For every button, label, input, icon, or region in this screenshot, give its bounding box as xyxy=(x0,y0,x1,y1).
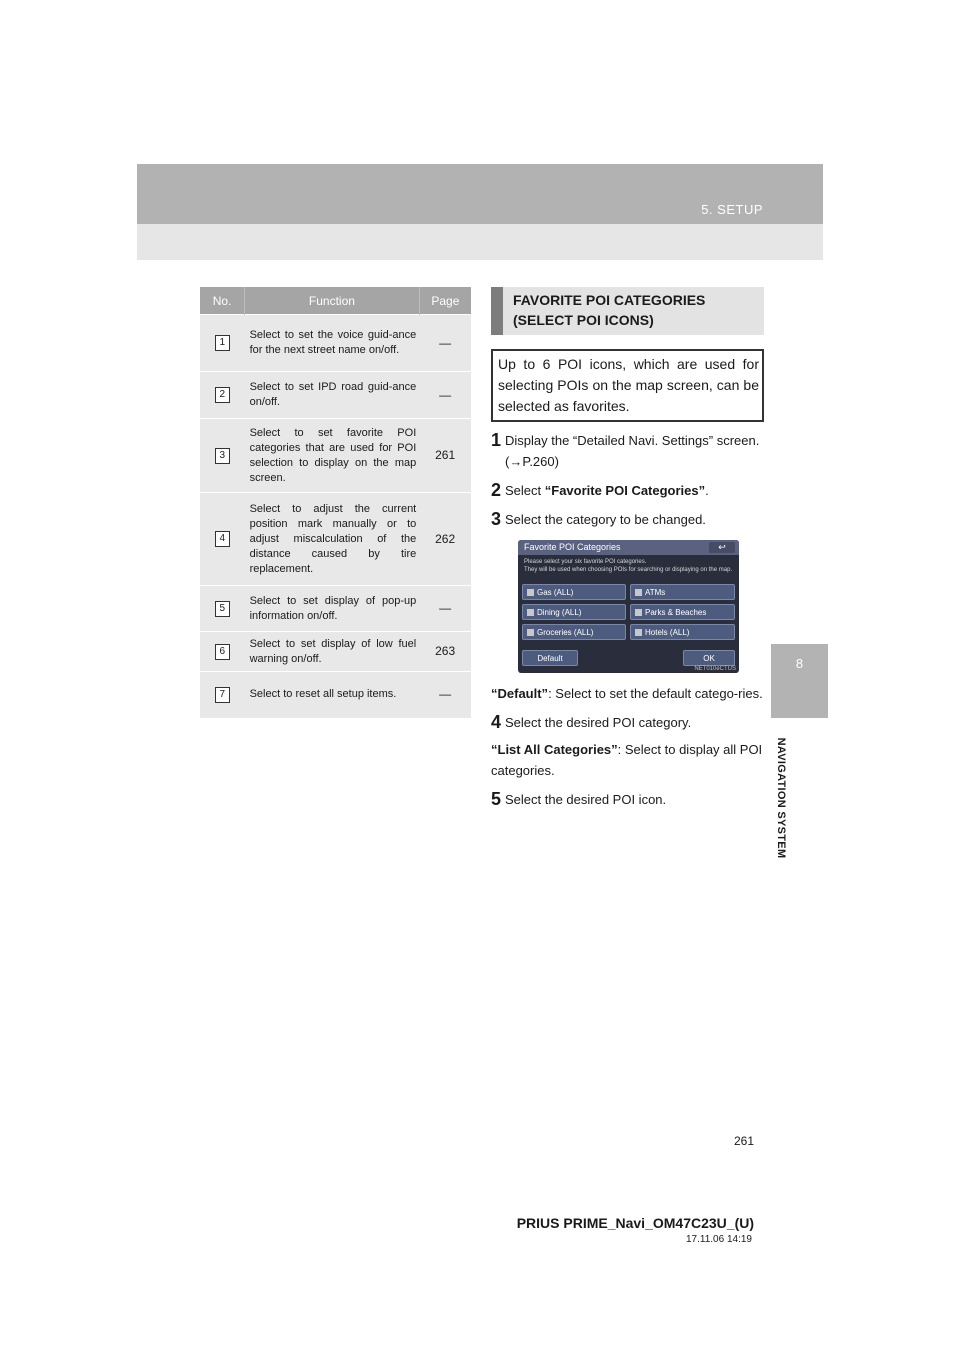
step-emphasis: “Favorite POI Categories” xyxy=(544,483,706,498)
table-row xyxy=(200,372,471,419)
poi-category-button[interactable] xyxy=(630,624,735,640)
table-header-row xyxy=(200,287,471,315)
row-function: Select to reset all setup items. xyxy=(245,672,420,718)
screen-instructions xyxy=(524,558,732,574)
default-description xyxy=(491,683,764,704)
row-number-cell xyxy=(200,586,245,632)
row-number-cell xyxy=(200,372,245,419)
row-function: Select to set the voice guid-ance for the next street name on/off. xyxy=(245,315,420,372)
ok-button[interactable]: OK xyxy=(683,650,735,666)
image-code: NET010eCTUS xyxy=(694,666,736,672)
screen-instruction-line: They will be used when choosing POIs for searching or displaying on the map. xyxy=(524,567,733,573)
row-number-badge: 5 xyxy=(215,601,230,617)
table-row xyxy=(200,315,471,372)
poi-category-label: ATMs xyxy=(645,588,666,597)
step-text-end: . xyxy=(705,483,709,498)
row-number-badge: 7 xyxy=(215,687,230,703)
row-function: Select to set display of low fuel warning on/off. xyxy=(245,632,420,672)
poi-note: Up to 6 POI icons, which are used for selecting POIs on the map screen, can be selected as favorites. xyxy=(491,349,764,422)
default-explanation: : Select to set the default catego-ries. xyxy=(548,686,763,701)
row-function: Select to set display of pop-up information on/off. xyxy=(245,586,420,632)
function-table xyxy=(200,287,471,718)
row-number-badge: 3 xyxy=(215,448,230,464)
header-no: No. xyxy=(200,287,245,315)
list-all-term: “List All Categories” xyxy=(491,742,618,757)
step-number: 2 xyxy=(491,480,502,500)
page-number: 261 xyxy=(733,1134,754,1148)
table-row xyxy=(200,493,471,586)
table-row xyxy=(200,672,471,718)
header-function: Function xyxy=(245,287,420,315)
row-function: Select to set favorite POI categories that are used for POI selection to display on the map screen. xyxy=(245,419,420,493)
step-number: 3 xyxy=(491,509,502,529)
step-number: 1 xyxy=(491,430,502,450)
step-1 xyxy=(491,430,764,472)
poi-category-button[interactable] xyxy=(630,584,735,600)
row-number-cell xyxy=(200,493,245,586)
poi-category-button[interactable] xyxy=(522,624,626,640)
poi-title-line2: (SELECT POI ICONS) xyxy=(513,312,654,328)
chapter-label-wrap xyxy=(770,728,792,868)
default-button[interactable]: Default xyxy=(522,650,578,666)
list-all-explanation: : Select to display all POI categories. xyxy=(491,742,763,778)
chapter-number: 8 xyxy=(795,656,804,671)
screen-title: Favorite POI Categories xyxy=(524,542,621,552)
step-text: Display the “Detailed Navi. Settings” screen. (→P.260) xyxy=(505,433,760,469)
row-page: — xyxy=(419,586,471,632)
poi-section-heading xyxy=(491,287,764,335)
atm-icon xyxy=(635,589,642,596)
grocery-icon xyxy=(527,629,534,636)
row-number-cell xyxy=(200,419,245,493)
step-3 xyxy=(491,509,764,530)
row-number-badge: 2 xyxy=(215,387,230,403)
gas-icon xyxy=(527,589,534,596)
row-function: Select to set IPD road guid-ance on/off. xyxy=(245,372,420,419)
poi-category-button[interactable] xyxy=(522,584,626,600)
row-number-cell xyxy=(200,315,245,372)
poi-category-label: Dining (ALL) xyxy=(537,608,582,617)
chapter-label: NAVIGATION SYSTEM xyxy=(775,737,787,859)
step-text: Select the desired POI category. xyxy=(505,715,692,730)
favorite-poi-screenshot xyxy=(518,540,739,673)
row-page: — xyxy=(419,672,471,718)
poi-category-label: Parks & Beaches xyxy=(645,608,707,617)
footer-model: PRIUS PRIME_Navi_OM47C23U_(U) xyxy=(516,1215,754,1231)
row-page: 263 xyxy=(419,632,471,672)
poi-category-button[interactable] xyxy=(522,604,626,620)
row-number-badge: 6 xyxy=(215,644,230,660)
table-row xyxy=(200,586,471,632)
section-title: 5. SETUP xyxy=(701,202,763,217)
poi-category-label: Hotels (ALL) xyxy=(645,628,690,637)
header-page: Page xyxy=(419,287,471,315)
step-number: 4 xyxy=(491,712,502,732)
dining-icon xyxy=(527,609,534,616)
step-text: Select the category to be changed. xyxy=(505,512,706,527)
list-all-description xyxy=(491,739,764,781)
row-page: — xyxy=(419,315,471,372)
step-5 xyxy=(491,789,764,810)
row-page: 262 xyxy=(419,493,471,586)
poi-title-line1: FAVORITE POI CATEGORIES xyxy=(513,292,706,308)
row-page: — xyxy=(419,372,471,419)
table-row xyxy=(200,632,471,672)
poi-category-label: Gas (ALL) xyxy=(537,588,574,597)
row-function: Select to adjust the current position mark manually or to adjust miscalculation of the distance caused by tire replacement. xyxy=(245,493,420,586)
default-term: “Default” xyxy=(491,686,549,701)
step-number: 5 xyxy=(491,789,502,809)
park-icon xyxy=(635,609,642,616)
back-button[interactable]: ↩ xyxy=(709,542,735,553)
step-4 xyxy=(491,712,764,733)
poi-section xyxy=(491,287,764,810)
step-text: Select the desired POI icon. xyxy=(505,792,667,807)
step-text: Select xyxy=(505,483,545,498)
row-number-cell xyxy=(200,672,245,718)
screen-instruction-line: Please select your six favorite POI categories. xyxy=(524,559,647,565)
row-number-badge: 1 xyxy=(215,335,230,351)
footer-timestamp: 17.11.06 14:19 xyxy=(686,1234,752,1245)
row-page: 261 xyxy=(419,419,471,493)
table-row xyxy=(200,419,471,493)
poi-category-button[interactable] xyxy=(630,604,735,620)
poi-category-label: Groceries (ALL) xyxy=(537,628,594,637)
row-number-badge: 4 xyxy=(215,531,230,547)
hotel-icon xyxy=(635,629,642,636)
row-number-cell xyxy=(200,632,245,672)
step-2 xyxy=(491,480,764,501)
header-subband xyxy=(137,224,823,260)
